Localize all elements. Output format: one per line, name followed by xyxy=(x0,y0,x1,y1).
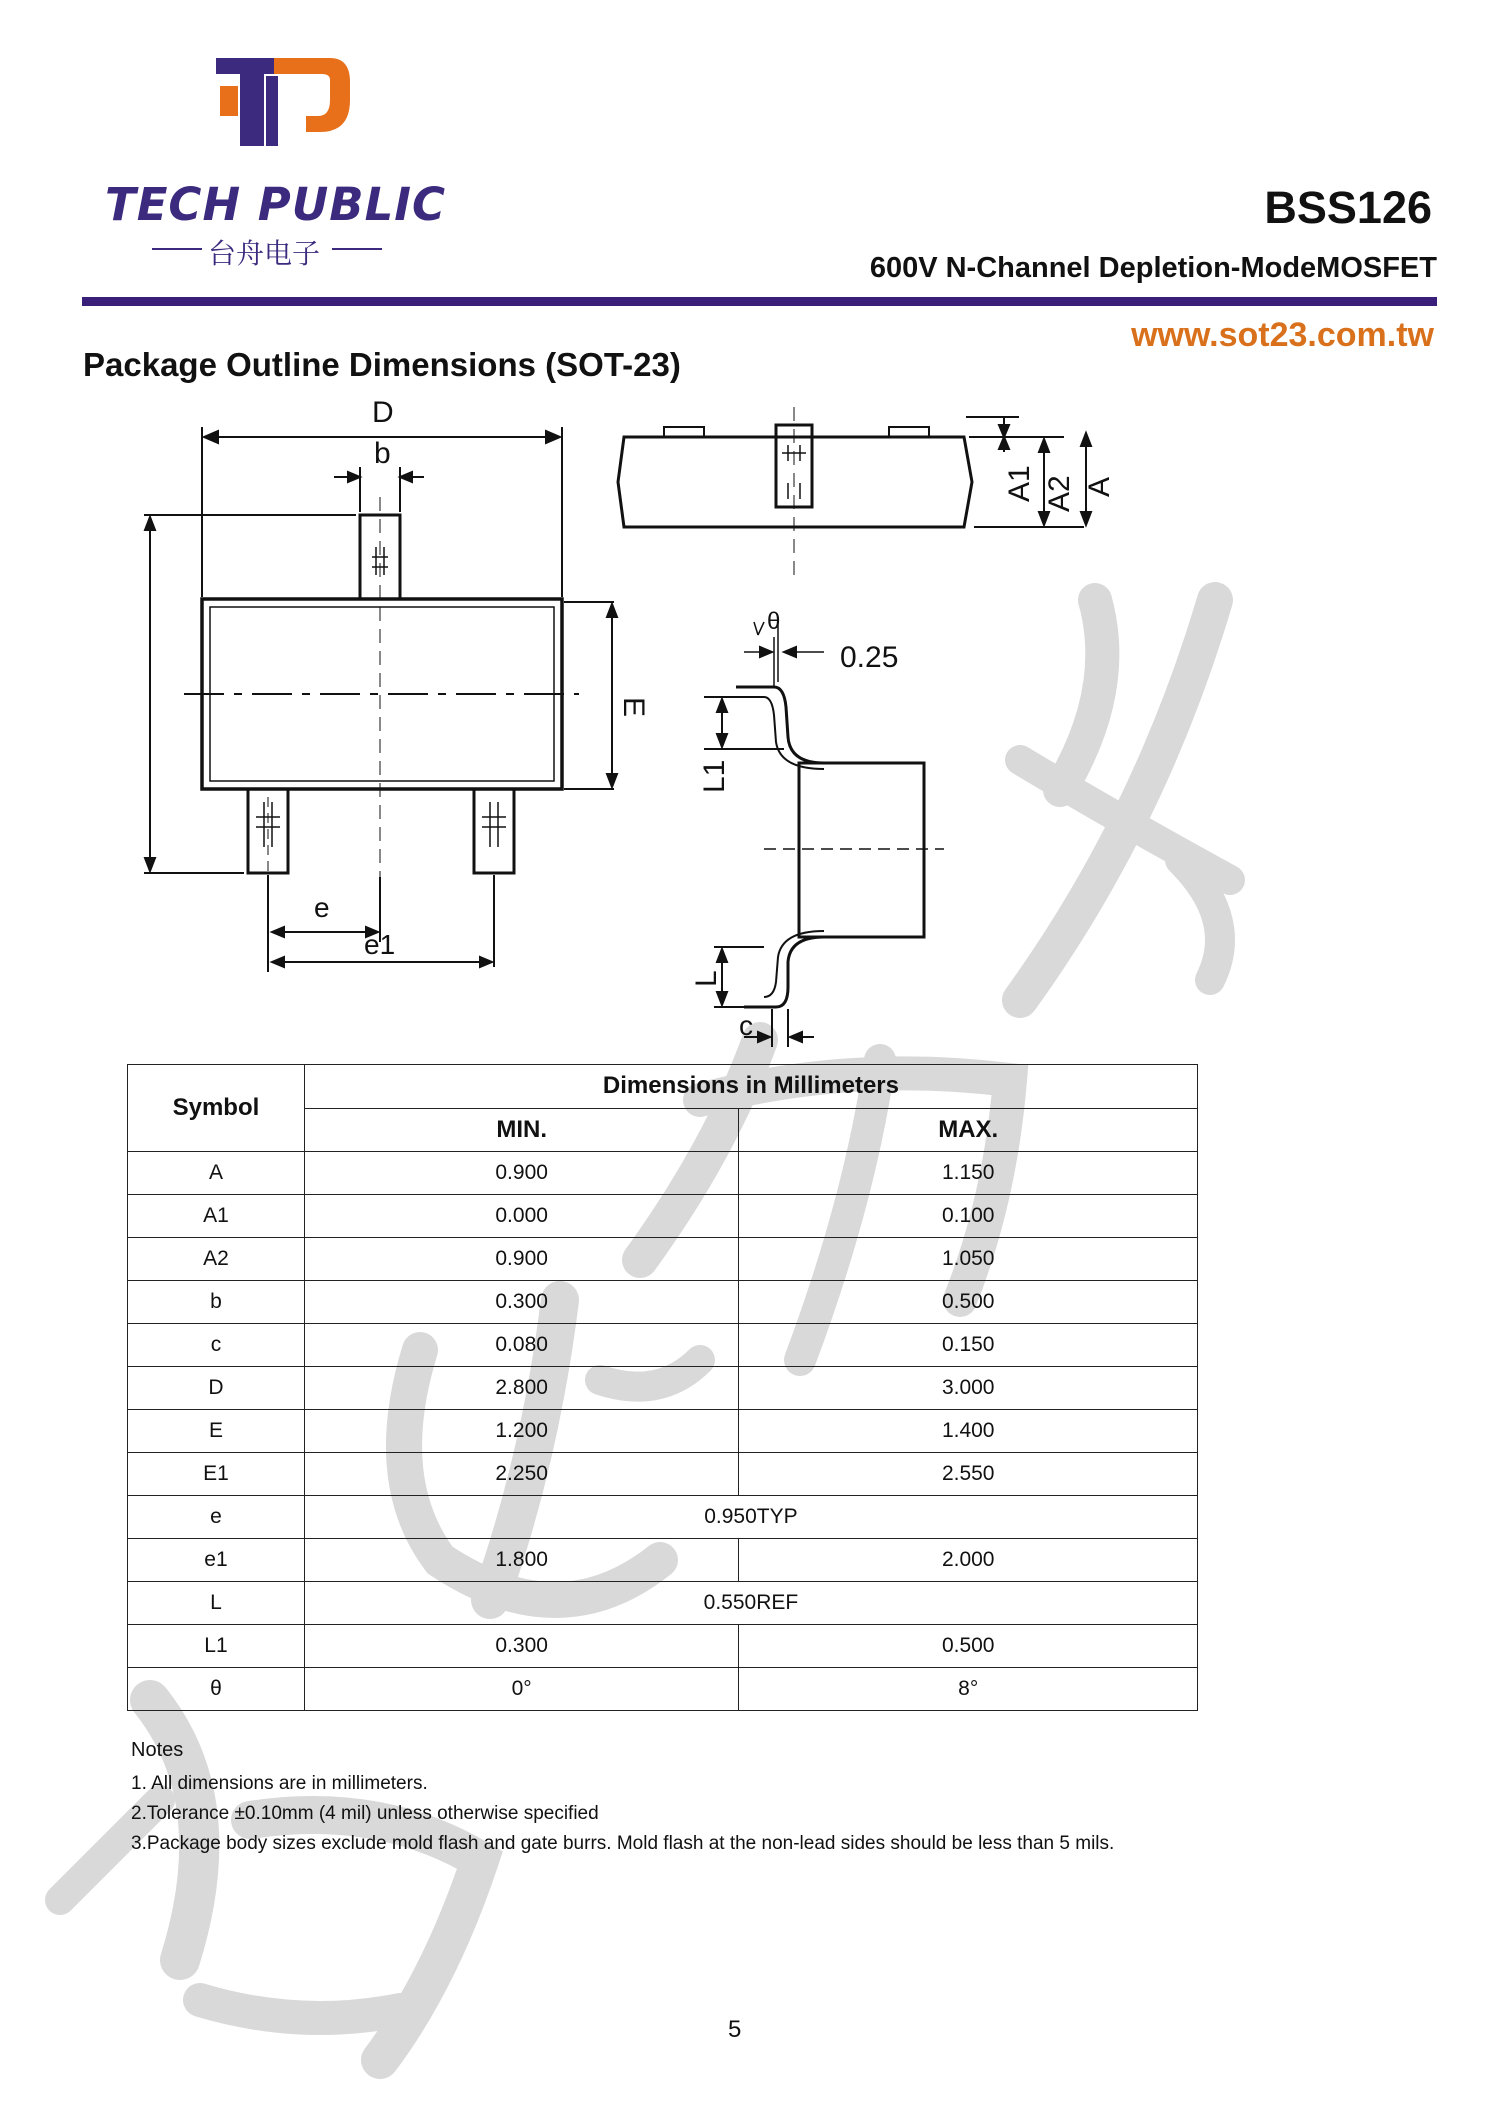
header-group: Dimensions in Millimeters xyxy=(304,1065,1197,1109)
cell-min: 1.800 xyxy=(304,1539,739,1582)
table-body xyxy=(128,1152,1198,1711)
header-symbol: Symbol xyxy=(128,1065,305,1152)
label-theta: θ xyxy=(767,608,781,635)
header-max: MAX. xyxy=(739,1108,1198,1152)
table-row xyxy=(128,1324,1198,1367)
cell-min: 0.000 xyxy=(304,1195,739,1238)
cell-max: 0.500 xyxy=(739,1281,1198,1324)
brand-name-cn: 台舟电子 xyxy=(208,238,321,269)
cell-max: 0.500 xyxy=(739,1625,1198,1668)
cell-min: 1.200 xyxy=(304,1410,739,1453)
brand-line-left xyxy=(152,248,202,250)
cell-max: 8° xyxy=(739,1668,1198,1711)
cell-symbol: D xyxy=(128,1367,305,1410)
label-e1: e1 xyxy=(364,929,396,960)
cell-symbol: L1 xyxy=(128,1625,305,1668)
note-item: 1. All dimensions are in millimeters. xyxy=(131,1773,428,1794)
cell-symbol: E xyxy=(128,1410,305,1453)
cell-max: 1.050 xyxy=(739,1238,1198,1281)
cell-symbol: A2 xyxy=(128,1238,305,1281)
cell-min: 0.080 xyxy=(304,1324,739,1367)
note-item: 3.Package body sizes exclude mold flash and gate burrs. Mold flash at the non-lead sides should be less than 5 mils. xyxy=(131,1833,1115,1854)
cell-max: 2.550 xyxy=(739,1453,1198,1496)
cell-max: 3.000 xyxy=(739,1367,1198,1410)
table-row xyxy=(128,1195,1198,1238)
table-row xyxy=(128,1668,1198,1711)
table-row xyxy=(128,1281,1198,1324)
package-outline-drawing xyxy=(124,397,1124,1057)
label-e: e xyxy=(314,892,330,923)
table-row xyxy=(128,1410,1198,1453)
label-A1: A1 xyxy=(1003,465,1036,502)
table-row xyxy=(128,1367,1198,1410)
brand-name: TECH PUBLIC xyxy=(105,178,447,231)
tp-logo-mark-icon xyxy=(210,52,450,162)
table-row xyxy=(128,1625,1198,1668)
table-row xyxy=(128,1539,1198,1582)
top-view-lead-right xyxy=(474,789,514,873)
label-L: L xyxy=(690,970,723,987)
cell-symbol: c xyxy=(128,1324,305,1367)
section-title: Package Outline Dimensions (SOT-23) xyxy=(83,346,681,383)
cell-symbol: E1 xyxy=(128,1453,305,1496)
notes-title: Notes xyxy=(131,1739,184,1761)
brand-line-right xyxy=(332,248,382,250)
header-min: MIN. xyxy=(304,1108,739,1152)
cell-merged: 0.550REF xyxy=(304,1582,1197,1625)
cell-min: 0.300 xyxy=(304,1281,739,1324)
label-A2: A2 xyxy=(1043,475,1076,512)
cell-max: 1.150 xyxy=(739,1152,1198,1195)
cell-min: 2.250 xyxy=(304,1453,739,1496)
cell-symbol: b xyxy=(128,1281,305,1324)
label-A: A xyxy=(1083,476,1116,497)
part-subtitle: 600V N-Channel Depletion-ModeMOSFET xyxy=(869,252,1437,284)
end-view-body xyxy=(799,763,924,937)
part-number: BSS126 xyxy=(1264,182,1432,233)
cell-max: 1.400 xyxy=(739,1410,1198,1453)
cell-symbol: A1 xyxy=(128,1195,305,1238)
cell-min: 0.300 xyxy=(304,1625,739,1668)
table-row xyxy=(128,1238,1198,1281)
dimensions-table xyxy=(127,1064,1198,1711)
label-c: c xyxy=(739,1010,753,1041)
cell-max: 2.000 xyxy=(739,1539,1198,1582)
cell-merged: 0.950TYP xyxy=(304,1496,1197,1539)
note-item: 2.Tolerance ±0.10mm (4 mil) unless otherwise specified xyxy=(131,1803,599,1824)
table-row xyxy=(128,1582,1198,1625)
label-D: D xyxy=(372,397,394,429)
table-row xyxy=(128,1152,1198,1195)
label-L1: L1 xyxy=(698,759,731,793)
cell-min: 0.900 xyxy=(304,1238,739,1281)
table-row xyxy=(128,1453,1198,1496)
company-logo xyxy=(100,52,447,272)
label-b: b xyxy=(374,437,391,470)
table-row xyxy=(128,1496,1198,1539)
label-gauge: 0.25 xyxy=(840,641,899,674)
label-E: E xyxy=(617,697,650,718)
cell-max: 0.150 xyxy=(739,1324,1198,1367)
side-view-body xyxy=(618,437,972,527)
notes xyxy=(131,1735,1114,1859)
cell-symbol: A xyxy=(128,1152,305,1195)
cell-min: 2.800 xyxy=(304,1367,739,1410)
cell-min: 0° xyxy=(304,1668,739,1711)
cell-symbol: e xyxy=(128,1496,305,1539)
header-rule xyxy=(82,297,1437,306)
cell-symbol: e1 xyxy=(128,1539,305,1582)
cell-symbol: L xyxy=(128,1582,305,1625)
cell-max: 0.100 xyxy=(739,1195,1198,1238)
cell-min: 0.900 xyxy=(304,1152,739,1195)
website-link[interactable]: www.sot23.com.tw xyxy=(1131,316,1434,354)
cell-symbol: θ xyxy=(128,1668,305,1711)
page-number: 5 xyxy=(728,2016,742,2043)
